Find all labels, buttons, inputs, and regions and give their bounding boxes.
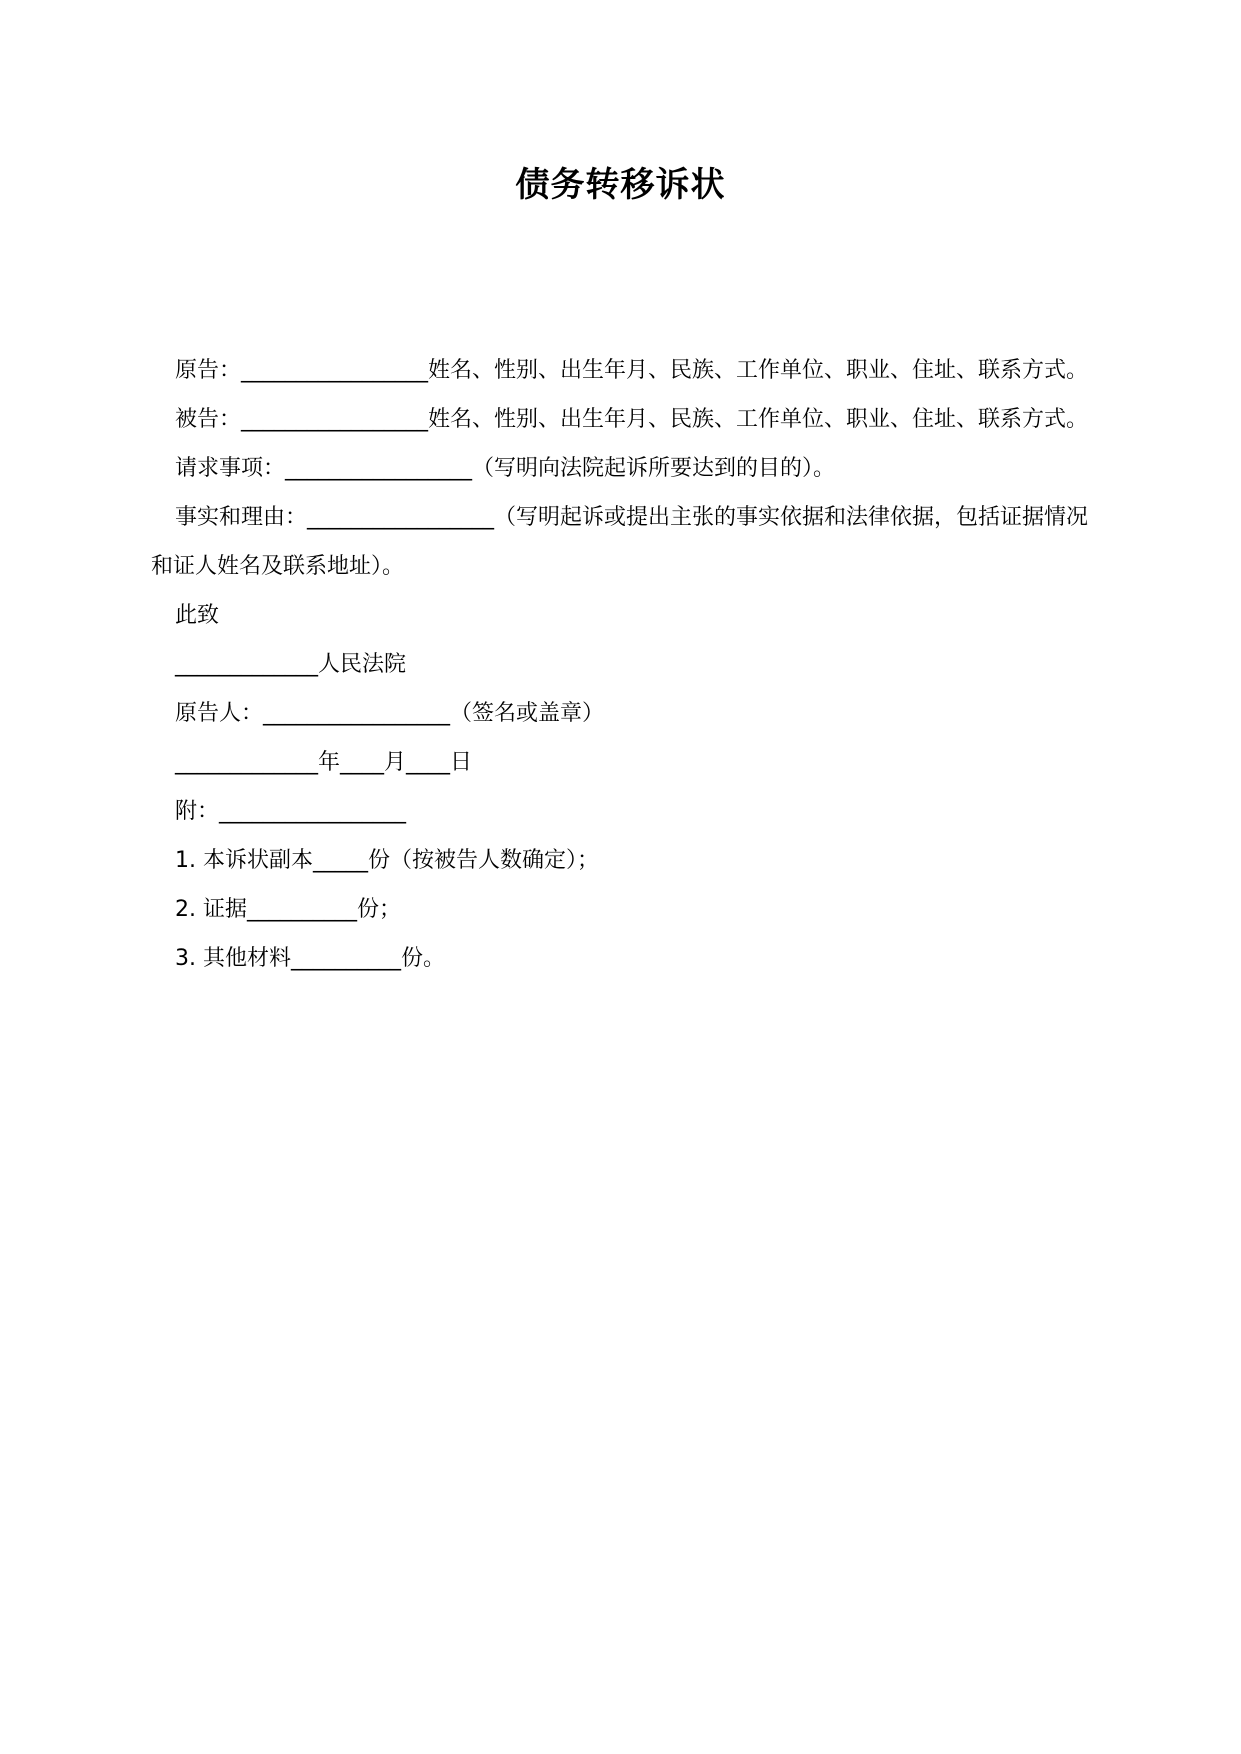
attachments-label: 附：_________________ [175,799,407,824]
plaintiff-paragraph: 原告：_________________姓名、性别、出生年月、民族、工作单位、职业、住址、联系方式。 [175,358,1089,383]
attachment-item: 1. 本诉状副本_____份（按被告人数确定）； [175,848,599,873]
facts-reasons-paragraph: 事实和理由：_________________（写明起诉或提出主张的事实依据和法律依据，包括证据情况和证人姓名及联系地址）。 [151,505,1089,579]
date-line: _____________年____月____日 [175,750,473,775]
defendant-paragraph: 被告：_________________姓名、性别、出生年月、民族、工作单位、职业、住址、联系方式。 [175,407,1089,432]
attachment-item: 2. 证据__________份； [175,897,401,922]
signature-line: 原告人：_________________（签名或盖章） [175,701,605,726]
claims-paragraph: 请求事项：_________________（写明向法院起诉所要达到的目的）。 [175,456,836,481]
court-line: _____________人民法院 [175,652,407,677]
document-body [151,346,1091,983]
document-title: 债务转移诉状 [515,165,726,205]
attachment-item: 3. 其他材料__________份。 [175,946,445,971]
salutation: 此致 [175,603,220,628]
